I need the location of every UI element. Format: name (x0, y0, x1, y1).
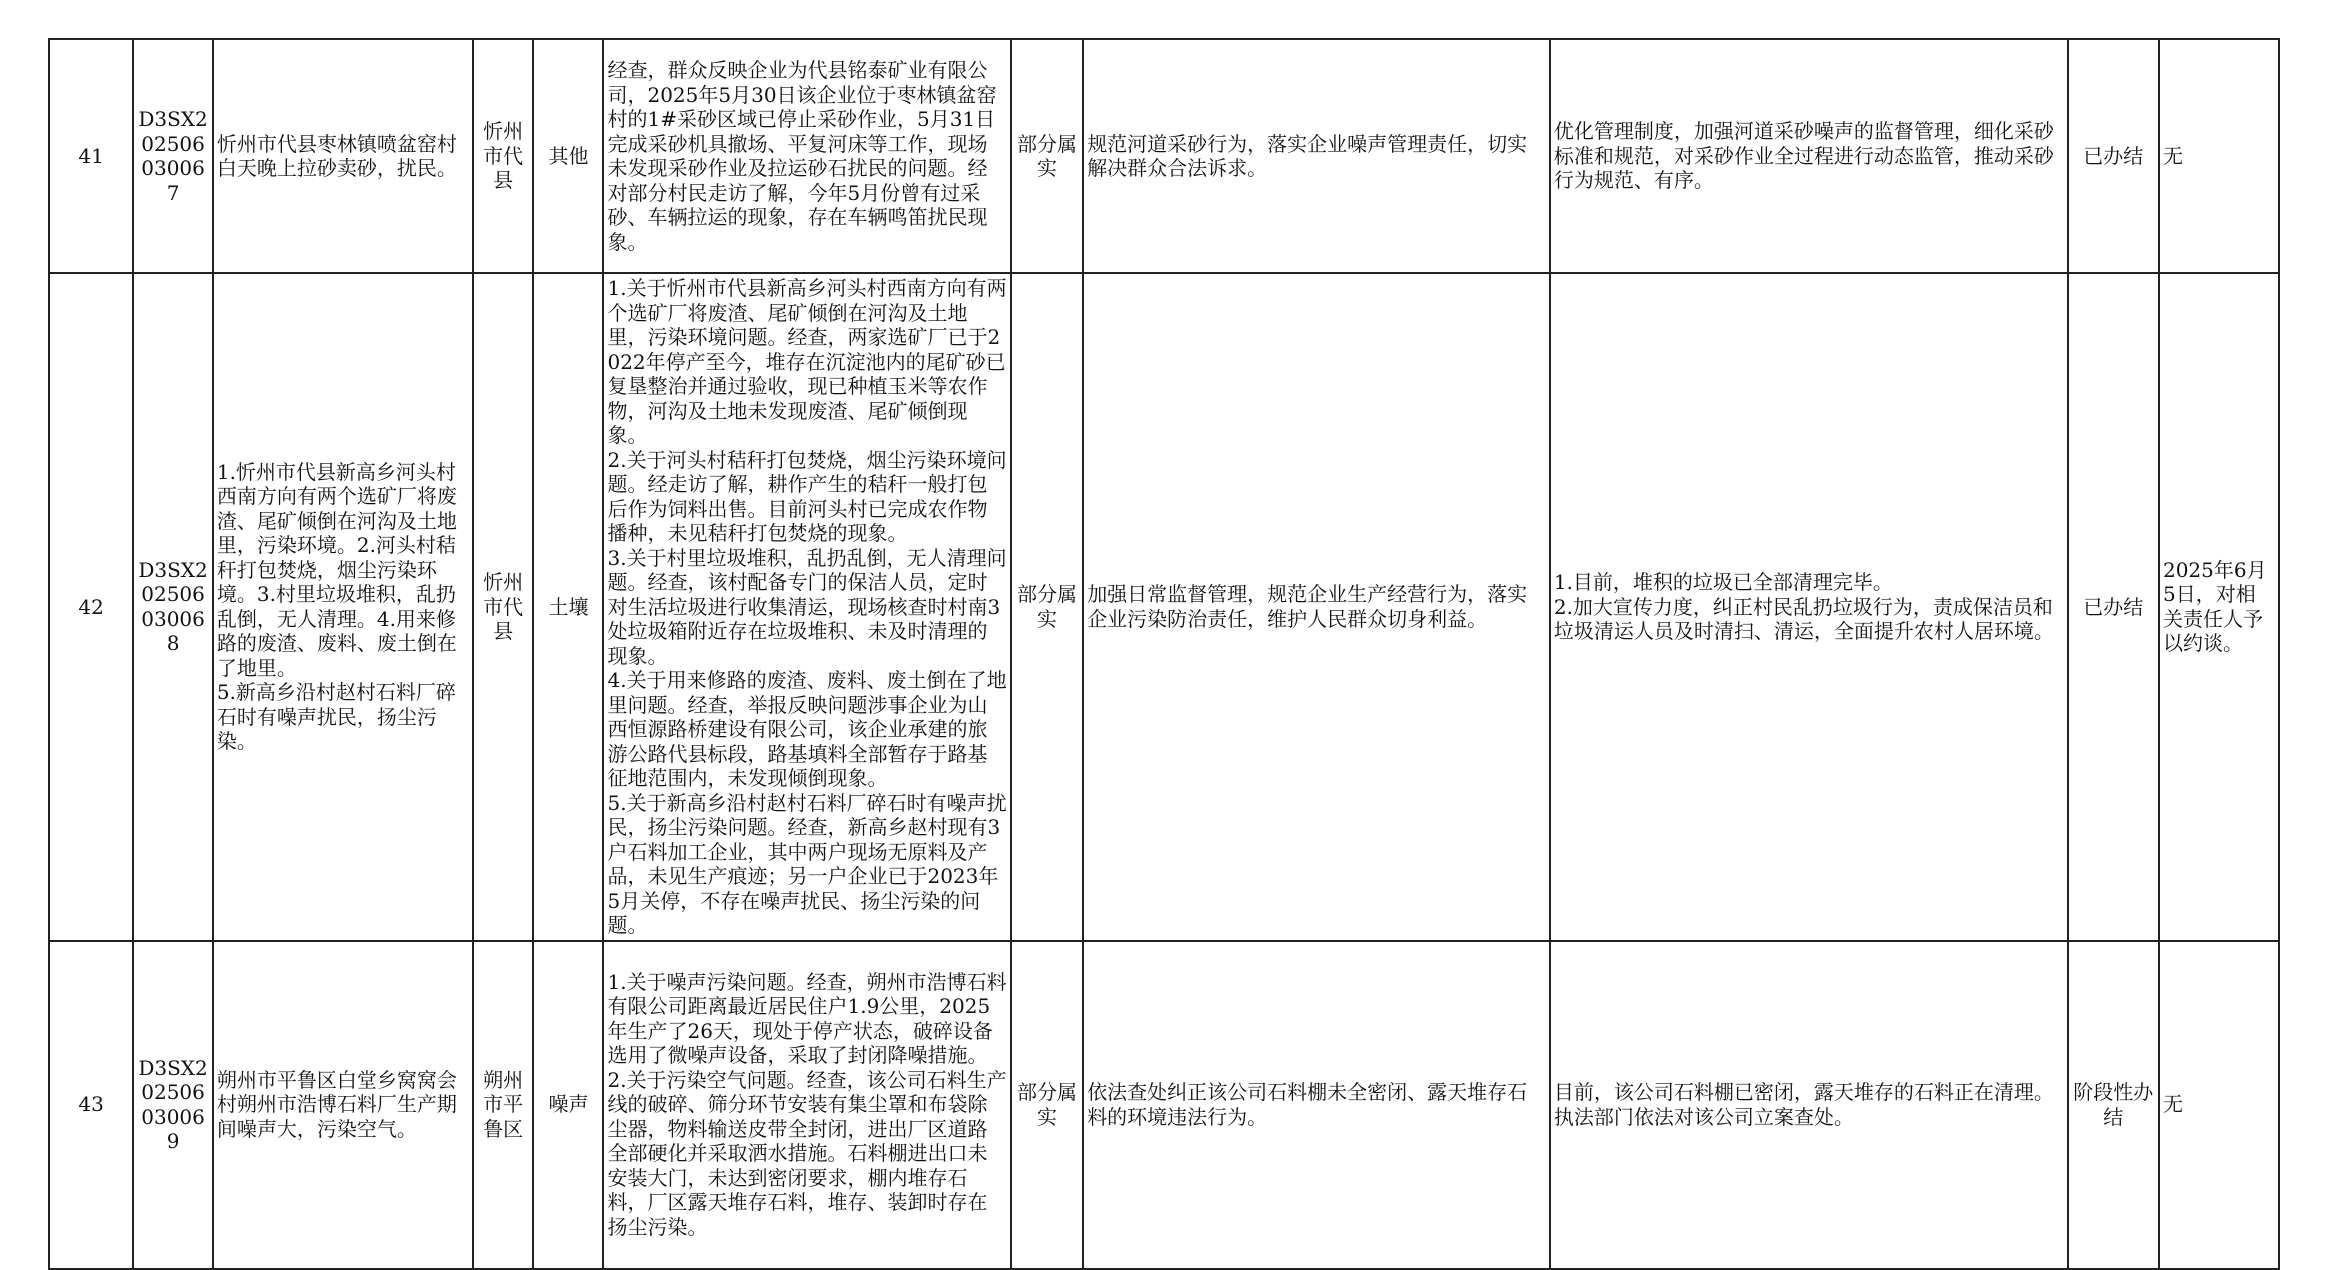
table-row (49, 39, 2279, 273)
region: 忻州市代县 (473, 39, 534, 273)
issue-paragraph: 5.新高乡沿村赵村石料厂碎石时有噪声扰民，扬尘污染。 (216, 680, 456, 754)
handling-status: 已办结 (2068, 273, 2159, 941)
row-number: 43 (49, 941, 133, 1269)
verdict: 部分属实 (1011, 941, 1083, 1269)
issue-description: 忻州市代县枣林镇喷盆窑村白天晚上拉砂卖砂，扰民。 (213, 39, 473, 273)
verdict: 部分属实 (1011, 39, 1083, 273)
handling-status: 阶段性办结 (2068, 941, 2159, 1269)
table-row (49, 273, 2279, 941)
progress-paragraph: 2.加大宣传力度，纠正村民乱扔垃圾行为，责成保洁员和垃圾清运人员及时清扫、清运，全面提升农村人居环境。 (1553, 594, 2054, 643)
issue-description (213, 273, 473, 941)
handling-measures: 依法查处纠正该公司石料棚未全密闭、露天堆存石料的环境违法行为。 (1083, 941, 1550, 1269)
accountability: 无 (2159, 39, 2279, 273)
investigation-result: 经查，群众反映企业为代县铭泰矿业有限公司，2025年5月30日该企业位于枣林镇盆窑村的1#采砂区域已停止采砂作业，5月31日完成采砂机具撤场、平复河床等工作，现场未发现采砂作业及拉运砂石扰民的问题。经对部分村民走访了解，今年5月份曾有过采砂、车辆拉运的现象，存在车辆鸣笛扰民现象。 (603, 39, 1010, 273)
pollution-category: 其他 (533, 39, 603, 273)
pollution-category: 土壤 (533, 273, 603, 941)
issue-paragraph: 1.忻州市代县新高乡河头村西南方向有两个选矿厂将废渣、尾矿倾倒在河沟及土地里，污染环境。2.河头村秸秆打包焚烧，烟尘污染环境。3.村里垃圾堆积，乱扔乱倒，无人清理。4.用来修路的废渣、废料、废土倒在了地里。 (216, 459, 457, 680)
investigation-paragraph: 1.关于噪声污染问题。经查，朔州市浩博石料有限公司距离最近居民住户1.9公里，2025年生产了26天，现处于停产状态，破碎设备选用了微噪声设备，采取了封闭降噪措施。 (607, 969, 1007, 1068)
accountability: 无 (2159, 941, 2279, 1269)
accountability: 2025年6月5日，对相关责任人予以约谈。 (2159, 273, 2279, 941)
investigation-result (603, 941, 1010, 1269)
investigation-paragraph: 4.关于用来修路的废渣、废料、废土倒在了地里问题。经查，举报反映问题涉事企业为山西恒源路桥建设有限公司，该企业承建的旅游公路代县标段，路基填料全部暂存于路基征地范围内，未发现倾倒现象。 (607, 668, 1007, 790)
table-row (49, 941, 2279, 1269)
case-code: D3SX202506030067 (133, 39, 213, 273)
rectification-progress: 优化管理制度，加强河道采砂噪声的监督管理，细化采砂标准和规范，对采砂作业全过程进行动态监管，推动采砂行为规范、有序。 (1550, 39, 2068, 273)
progress-paragraph: 执法部门依法对该公司立案查处。 (1553, 1104, 1854, 1129)
issue-description: 朔州市平鲁区白堂乡窝窝会村朔州市浩博石料厂生产期间噪声大，污染空气。 (213, 941, 473, 1269)
pollution-category: 噪声 (533, 941, 603, 1269)
investigation-paragraph: 2.关于污染空气问题。经查，该公司石料生产线的破碎、筛分环节安装有集尘罩和布袋除尘器，物料输送皮带全封闭，进出厂区道路全部硬化并采取洒水措施。石料棚进出口未安装大门，未达到密闭要求，棚内堆存石料，厂区露天堆存石料，堆存、装卸时存在扬尘污染。 (607, 1067, 1007, 1239)
row-number: 42 (49, 273, 133, 941)
investigation-paragraph: 1.关于忻州市代县新高乡河头村西南方向有两个选矿厂将废渣、尾矿倾倒在河沟及土地里，污染环境问题。经查，两家选矿厂已于2022年停产至今，堆存在沉淀池内的尾矿砂已复垦整治并通过验收，现已种植玉米等农作物，河沟及土地未发现废渣、尾矿倾倒现象。 (607, 276, 1007, 447)
complaint-table (48, 38, 2280, 1270)
progress-paragraph: 1.目前，堆积的垃圾已全部清理完毕。 (1553, 570, 1893, 594)
row-number: 41 (49, 39, 133, 273)
verdict: 部分属实 (1011, 273, 1083, 941)
rectification-progress (1550, 273, 2068, 941)
investigation-paragraph: 5.关于新高乡沿村赵村石料厂碎石时有噪声扰民，扬尘污染问题。经查，新高乡赵村现有3户石料加工企业，其中两户现场无原料及产品，未见生产痕迹；另一户企业已于2023年5月关停，不存在噪声扰民、扬尘污染的问题。 (607, 790, 1007, 937)
region: 朔州市平鲁区 (473, 941, 534, 1269)
rectification-progress (1550, 941, 2068, 1269)
case-code: D3SX202506030069 (133, 941, 213, 1269)
region: 忻州市代县 (473, 273, 534, 941)
handling-measures: 规范河道采砂行为，落实企业噪声管理责任，切实解决群众合法诉求。 (1083, 39, 1550, 273)
case-code: D3SX202506030068 (133, 273, 213, 941)
progress-paragraph: 目前，该公司石料棚已密闭，露天堆存的石料正在清理。 (1553, 1080, 2054, 1104)
investigation-result (603, 273, 1010, 941)
handling-measures: 加强日常监督管理，规范企业生产经营行为，落实企业污染防治责任，维护人民群众切身利益。 (1083, 273, 1550, 941)
investigation-paragraph: 2.关于河头村秸秆打包焚烧，烟尘污染环境问题。经走访了解，耕作产生的秸秆一般打包后作为饲料出售。目前河头村已完成农作物播种，未见秸秆打包焚烧的现象。 (607, 447, 1007, 545)
investigation-paragraph: 3.关于村里垃圾堆积，乱扔乱倒，无人清理问题。经查，该村配备专门的保洁人员，定时对生活垃圾进行收集清运，现场核查时村南3处垃圾箱附近存在垃圾堆积、未及时清理的现象。 (607, 545, 1007, 668)
handling-status: 已办结 (2068, 39, 2159, 273)
